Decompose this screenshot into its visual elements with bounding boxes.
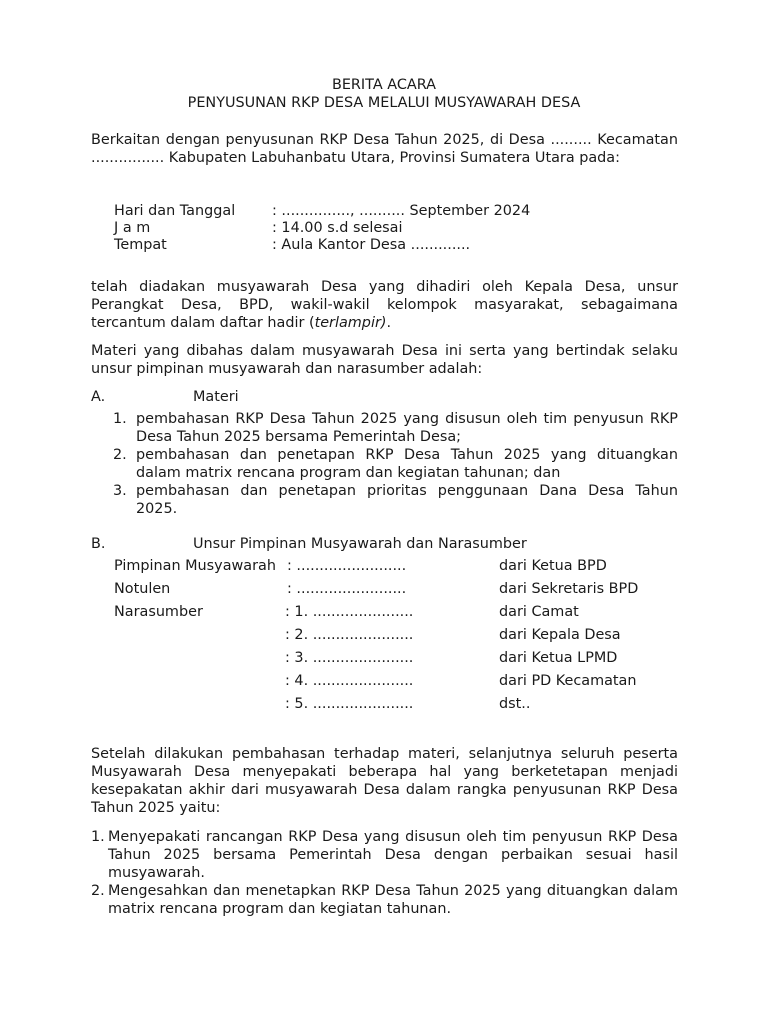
list-item-number: 2.: [113, 447, 127, 463]
doc-subtitle: PENYUSUNAN RKP DESA MELALUI MUSYAWARAH DESA: [187, 95, 581, 111]
time-label: J a m: [114, 220, 151, 236]
day-value: : ..............., .......... September 2024: [272, 203, 531, 219]
held-italic: terlampir): [314, 315, 387, 331]
row-value: : 5. ......................: [285, 696, 414, 712]
conclusion-paragraph: Setelah dilakukan pembahasan terhadap materi, selanjutnya seluruh peserta Musyawarah Desa menyepakati beberapa hal yang berketetapan menjadi kesepakatan akhir dari musyawarah Desa dalam rangka penyusunan RKP Desa Tahun 2025 yaitu:: [91, 746, 678, 816]
row-from: dari Kepala Desa: [499, 627, 621, 643]
row-value: : 2. ......................: [285, 627, 414, 643]
held-paragraph: [91, 278, 678, 332]
decision-list: [91, 828, 678, 918]
row-value: : 3. ......................: [285, 650, 414, 666]
list-item-text: Menyepakati rancangan RKP Desa yang disusun oleh tim penyusun RKP Desa Tahun 2025 bersama Pemerintah Desa dengan perbaikan sesuai hasil musyawarah.: [108, 829, 678, 881]
list-item-number: 1.: [91, 829, 105, 845]
row-label: Notulen: [114, 581, 171, 597]
row-value: : 1. ......................: [285, 604, 414, 620]
list-item: [91, 882, 678, 918]
doc-title: BERITA ACARA: [331, 77, 437, 93]
list-item-text: pembahasan dan penetapan RKP Desa Tahun 2025 yang dituangkan dalam matrix rencana program dan kegiatan tahunan; dan: [136, 447, 678, 481]
section-b-letter: B.: [91, 536, 106, 552]
list-item-number: 3.: [113, 483, 127, 499]
row-value: : ........................: [287, 581, 407, 597]
row-from: dari Ketua BPD: [499, 558, 607, 574]
list-item-number: 2.: [91, 883, 105, 899]
list-item: [91, 410, 678, 446]
row-label: Pimpinan Musyawarah: [114, 558, 276, 574]
row-label: Narasumber: [114, 604, 203, 620]
list-item: [91, 446, 678, 482]
section-a-title: Materi: [193, 389, 239, 405]
list-item-text: Mengesahkan dan menetapkan RKP Desa Tahun 2025 yang dituangkan dalam matrix rencana program dan kegiatan tahunan.: [108, 883, 678, 917]
intro-paragraph: Berkaitan dengan penyusunan RKP Desa Tahun 2025, di Desa ......... Kecamatan ................ Kabupaten Labuhanbatu Utara, Provinsi Sumatera Utara pada:: [91, 132, 678, 166]
section-b-title: Unsur Pimpinan Musyawarah dan Narasumber: [193, 536, 527, 552]
section-a-letter: A.: [91, 389, 106, 405]
place-label: Tempat: [114, 237, 167, 253]
day-label: Hari dan Tanggal: [114, 203, 236, 219]
place-value: : Aula Kantor Desa .............: [272, 237, 471, 253]
held-text: telah diadakan musyawarah Desa yang dihadiri oleh Kepala Desa, unsur Perangkat Desa, BPD, wakil-wakil kelompok masyarakat, sebagaimana tercantum dalam daftar hadir (: [91, 279, 678, 331]
row-from: dari PD Kecamatan: [499, 673, 637, 689]
row-value: : 4. ......................: [285, 673, 414, 689]
row-from: dari Sekretaris BPD: [499, 581, 639, 597]
list-item-number: 1.: [113, 411, 127, 427]
list-item: [91, 482, 678, 518]
materi-intro-paragraph: Materi yang dibahas dalam musyawarah Desa ini serta yang bertindak selaku unsur pimpinan musyawarah dan narasumber adalah:: [91, 343, 678, 377]
materi-list: [91, 410, 678, 518]
list-item: [91, 828, 678, 882]
row-value: : ........................: [287, 558, 407, 574]
list-item-text: pembahasan dan penetapan prioritas penggunaan Dana Desa Tahun 2025.: [136, 483, 678, 517]
row-from: dst..: [499, 696, 531, 712]
time-value: : 14.00 s.d selesai: [272, 220, 403, 236]
held-text-end: .: [386, 315, 392, 331]
list-item-text: pembahasan RKP Desa Tahun 2025 yang disusun oleh tim penyusun RKP Desa Tahun 2025 bersama Pemerintah Desa;: [136, 411, 678, 445]
row-from: dari Camat: [499, 604, 579, 620]
row-from: dari Ketua LPMD: [499, 650, 618, 666]
